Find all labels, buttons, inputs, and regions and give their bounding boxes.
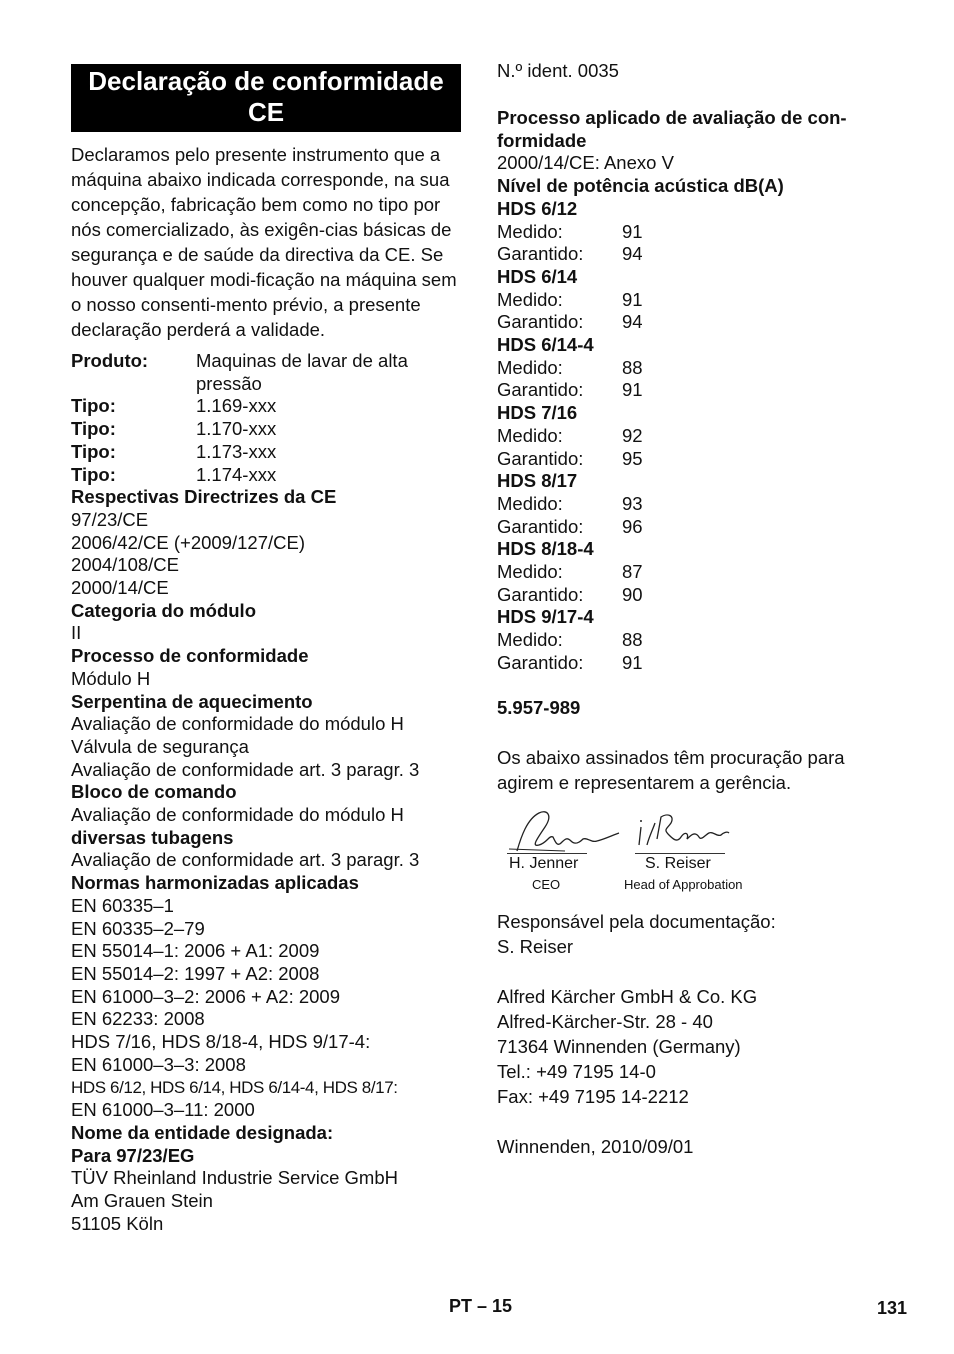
type-row [71,464,461,487]
conformity-process-heading: Processo de conformidade [71,645,309,667]
model-name: HDS 8/17 [497,470,578,492]
notified-body-heading: Nome da entidade designada: [71,1121,334,1143]
guaranteed-row-value: 95 [622,447,643,469]
standard-item: HDS 7/16, HDS 8/18-4, HDS 9/17-4: [71,1031,371,1053]
directive-item: 97/23/CE [71,508,149,530]
product-value: Maquinas de lavar de alta pressão [196,350,408,394]
measured-row-label: Medido: [497,629,563,651]
measured-row-label: Medido: [497,561,563,583]
standard-item: EN 61000–3–3: 2008 [71,1053,246,1075]
measured-row [497,493,897,516]
measured-row-value: 92 [622,424,643,446]
guaranteed-row [497,243,897,266]
model-name: HDS 8/18-4 [497,538,594,560]
measured-row [497,561,897,584]
directives-heading: Respectivas Directrizes da CE [71,486,337,508]
guaranteed-row [497,311,897,334]
standard-item: EN 60335–1 [71,894,174,916]
measured-row-label: Medido: [497,492,563,514]
notified-body-para: Para 97/23/EG [71,1144,195,1166]
right-column [497,60,897,1159]
place-date: Winnenden, 2010/09/01 [497,1136,694,1158]
guaranteed-row-value: 91 [622,651,643,673]
signer2-title: Head of Approbation [624,877,743,893]
directive-item: 2006/42/CE (+2009/127/CE) [71,531,305,553]
measured-row-value: 91 [622,220,643,242]
guaranteed-row [497,516,897,539]
signature-jenner [505,807,620,857]
control-block-heading: Bloco de comando [71,781,237,803]
intro-paragraph: Declaramos pelo presente instrumento que a máquina abaixo indicada corresponde, na sua concepção, fabricação bem como no tipo por nós comercializado, às exigên-cias básicas de segurança e de saúde da directiva da CE. Se houver qualquer modi-ficação na máquina sem o nosso consenti-mento prévio, a presente declaração perderá a validade. [71,144,457,340]
guaranteed-row-label: Garantido: [497,447,584,469]
assessment-heading-1: Processo aplicado de avaliação de con- [497,106,847,128]
guaranteed-row-value: 96 [622,515,643,537]
company-line: Tel.: +49 7195 14-0 [497,1061,656,1083]
signatories-text: Os abaixo assinados têm procuração para agirem e representarem a gerência. [497,747,845,794]
signer1-title: CEO [532,877,561,893]
signer1-name: H. Jenner [509,855,579,873]
type-row [71,441,461,464]
guaranteed-row [497,652,897,675]
type-row [71,395,461,418]
standards-heading: Normas harmonizadas aplicadas [71,872,359,894]
model-name: HDS 6/12 [497,197,578,219]
model-name: HDS 6/14-4 [497,334,594,356]
guaranteed-row-label: Garantido: [497,583,584,605]
type-value: 1.170-xxx [196,418,277,440]
guaranteed-row-value: 91 [622,379,643,401]
guaranteed-row-label: Garantido: [497,651,584,673]
safety-valve-value: Avaliação de conformidade art. 3 paragr. 3 [71,758,420,780]
standard-item: EN 55014–1: 2006 + A1: 2009 [71,940,320,962]
measured-row-label: Medido: [497,424,563,446]
guaranteed-row [497,448,897,471]
type-value: 1.169-xxx [196,395,277,417]
measured-row-value: 88 [622,356,643,378]
type-label: Tipo: [71,463,116,485]
type-value: 1.174-xxx [196,463,277,485]
notified-body-line: TÜV Rheinland Industrie Service GmbH [71,1167,398,1189]
measured-row-value: 93 [622,492,643,514]
assessment-heading-2: formidade [497,129,587,151]
pipes-heading: diversas tubagens [71,826,234,848]
measured-row [497,289,897,312]
guaranteed-row-value: 94 [622,311,643,333]
noise-models [497,198,897,675]
product-label: Produto: [71,350,149,371]
left-column [71,64,461,1235]
type-label: Tipo: [71,418,116,440]
footer-page-number: 131 [877,1298,908,1318]
guaranteed-row-label: Garantido: [497,311,584,333]
product-row [71,350,461,395]
type-row [71,418,461,441]
type-value: 1.173-xxx [196,440,277,462]
safety-valve-label: Válvula de segurança [71,735,249,757]
control-block-value: Avaliação de conformidade do módulo H [71,804,404,826]
standard-item: EN 60335–2–79 [71,917,205,939]
noise-heading: Nível de potência acústica dB(A) [497,175,784,197]
measured-row-label: Medido: [497,220,563,242]
signatures [497,807,897,897]
documentation-label: Responsável pela documentação: [497,911,776,933]
company-line: 71364 Winnenden (Germany) [497,1036,741,1058]
assessment-value: 2000/14/CE: Anexo V [497,152,674,174]
notified-body-line: 51105 Köln [71,1212,164,1234]
notified-body-line: Am Grauen Stein [71,1190,213,1212]
footer-language-page: PT – 15 [449,1296,513,1316]
guaranteed-row-label: Garantido: [497,379,584,401]
company-line: Fax: +49 7195 14-2212 [497,1086,689,1108]
doc-number: 5.957-989 [497,696,581,718]
type-label: Tipo: [71,440,116,462]
measured-row [497,425,897,448]
measured-row-value: 87 [622,561,643,583]
title-line-1: Declaração de conformidade [88,66,444,96]
measured-row-value: 91 [622,288,643,310]
standard-item: EN 61000–3–2: 2006 + A2: 2009 [71,985,340,1007]
heating-coil-value: Avaliação de conformidade do módulo H [71,713,404,735]
signature-line-1 [507,853,587,854]
signature-reiser [635,809,730,854]
guaranteed-row [497,379,897,402]
signature-line-2 [635,853,725,854]
standard-item: EN 55014–2: 1997 + A2: 2008 [71,962,320,984]
model-name: HDS 9/17-4 [497,606,594,628]
guaranteed-row [497,584,897,607]
company-line: Alfred-Kärcher-Str. 28 - 40 [497,1011,713,1033]
guaranteed-row-label: Garantido: [497,515,584,537]
measured-row [497,629,897,652]
model-name: HDS 6/14 [497,265,578,287]
standard-item: HDS 6/12, HDS 6/14, HDS 6/14-4, HDS 8/17: [71,1077,398,1097]
guaranteed-row-value: 90 [622,583,643,605]
ident-number: N.º ident. 0035 [497,60,619,81]
pipes-value: Avaliação de conformidade art. 3 paragr. 3 [71,849,420,871]
signer2-name: S. Reiser [645,855,711,873]
page-title [71,64,461,132]
directive-item: 2000/14/CE [71,577,169,599]
module-category-value: II [71,622,82,644]
module-category-heading: Categoria do módulo [71,599,256,621]
title-line-2: CE [247,97,285,127]
heating-coil-heading: Serpentina de aquecimento [71,690,313,712]
company-line: Alfred Kärcher GmbH & Co. KG [497,986,758,1008]
documentation-person: S. Reiser [497,936,574,958]
measured-row [497,221,897,244]
standard-item: EN 62233: 2008 [71,1008,205,1030]
measured-row-value: 88 [622,629,643,651]
guaranteed-row-label: Garantido: [497,243,584,265]
measured-row-label: Medido: [497,356,563,378]
conformity-process-value: Módulo H [71,667,151,689]
guaranteed-row-value: 94 [622,243,643,265]
standard-item: EN 61000–3–11: 2000 [71,1099,255,1121]
type-label: Tipo: [71,395,116,417]
measured-row-label: Medido: [497,288,563,310]
model-name: HDS 7/16 [497,402,578,424]
measured-row [497,357,897,380]
directive-item: 2004/108/CE [71,554,180,576]
